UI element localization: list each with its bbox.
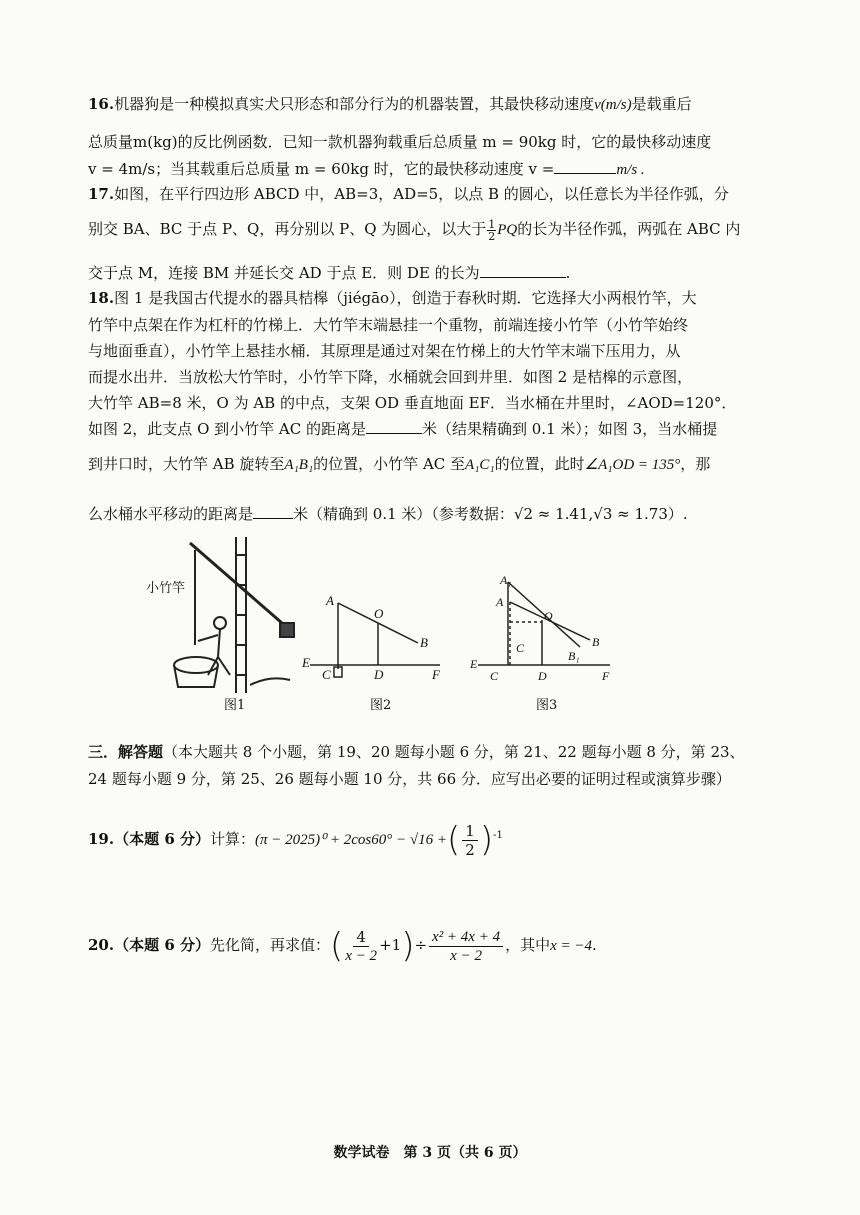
q18-line8 (88, 503, 688, 524)
q20-plus: +1 (379, 936, 402, 954)
q16-text1-end: 是载重后 (631, 95, 692, 113)
q18-text8: 么水桶水平移动的距离是 (88, 505, 254, 523)
q18-line2 (88, 314, 688, 335)
q16-line3 (88, 158, 645, 179)
fig3-label-a: A (496, 595, 504, 609)
fig3-label-f: F (602, 669, 610, 683)
q20-prefix: 先化简，再求值： (210, 936, 331, 954)
q16-text3: v = 4m/s；当其载重后总质量 m = 60kg 时，它的最快移动速度 v = (88, 160, 555, 178)
q19-frac-num: 1 (462, 822, 478, 841)
q18-text1: 图 1 是我国古代提水的器具桔槔（jiégāo），创造于春秋时期．它选择大小两根竹竿，大 (114, 289, 697, 307)
q20-f2-den: x − 2 (450, 947, 482, 964)
q18-line6 (88, 418, 717, 439)
q18-line3 (88, 340, 681, 361)
q18-answer-blank-2[interactable] (253, 504, 293, 519)
section3-desc2: 24 题每小题 9 分，第 25、26 题每小题 10 分，共 66 分．应写出必要的证明过程或演算步骤） (88, 770, 731, 788)
q20-fraction-1 (345, 928, 377, 965)
q18-text6-end: 米（结果精确到 0.1 米）；如图 3，当水桶提 (422, 420, 718, 438)
q19-prefix: 计算： (210, 830, 256, 848)
q17-frac-den: 2 (488, 229, 496, 243)
fig3-label-o: O (544, 609, 553, 623)
q18-text7c: 的位置，小竹竿 AC 至 (313, 455, 466, 473)
q17-line3 (88, 262, 570, 283)
fig2-label-d: D (374, 667, 384, 682)
q18-angle: ∠A₁OD = 135° (584, 457, 681, 473)
q18-answer-blank-1[interactable] (366, 419, 422, 434)
q19-line (88, 820, 503, 860)
q20-paren-left: ( (330, 926, 344, 966)
q17-text2: 别交 BA、BC 于点 P、Q，再分别以 P、Q 为圆心，以大于 (88, 220, 487, 238)
q16-v-unit: v(m/s) (594, 97, 632, 113)
q19-points: （本题 6 分） (114, 830, 210, 848)
fig3-label-b: B (592, 635, 600, 649)
q18-text8-end: 米（精确到 0.1 米）（参考数据：√2 ≈ 1.41,√3 ≈ 1.73）. (293, 505, 688, 523)
q20-divide: ÷ (414, 936, 428, 954)
fig2-label-f: F (432, 667, 440, 682)
page-footer: 数学试卷 第 3 页（共 6 页） (333, 1145, 527, 1161)
q18-text7e: 的位置，此时 (494, 455, 585, 473)
q17-fraction (487, 219, 496, 242)
section3-desc1: （本大题共 8 个小题，第 19、20 题每小题 6 分，第 21、22 题每小题 8 分，第 23、 (163, 743, 745, 761)
q20-points: （本题 6 分） (114, 936, 210, 954)
q17-answer-blank[interactable] (480, 263, 566, 278)
q18-text3: 与地面垂直），小竹竿上悬挂水桶．其原理是通过对架在竹梯上的大竹竿末端下压用力，从 (88, 342, 681, 360)
q19-frac-den: 2 (465, 840, 475, 859)
q20-fraction-2 (429, 928, 503, 965)
q16-number: 16. (88, 95, 115, 113)
q17-line2 (88, 218, 740, 242)
section3-title: 三．解答题 (88, 743, 164, 761)
fig3-label-a1: A₁ (500, 573, 512, 587)
q18-a1c1: A₁C₁ (465, 457, 495, 473)
q18-text6: 如图 2，此支点 O 到小竹竿 AC 的距离是 (88, 420, 366, 438)
fig2-label-e: E (302, 655, 310, 670)
fig3-label-c-ground: C (490, 669, 499, 683)
q17-line1 (88, 183, 729, 204)
fig3-label-e: E (470, 657, 478, 671)
q17-text3-end: . (565, 264, 571, 282)
figure-2-diagram (300, 585, 450, 685)
q20-f1-num: 4 (353, 928, 369, 947)
q20-f2-num: x² + 4x + 4 (429, 928, 503, 947)
q17-frac-num: 1 (488, 217, 496, 231)
q18-a1b1: A₁B₁ (284, 457, 314, 473)
q19-fraction (462, 822, 478, 859)
fig3-label-b1: B₁ (568, 649, 580, 663)
figure-1-well-sweep (140, 535, 300, 695)
q17-text2-end: 的长为半径作弧，两弧在 ABC 内 (517, 220, 741, 238)
q20-number: 20. (88, 936, 115, 954)
fig3-label-d: D (538, 669, 547, 683)
q16-line1 (88, 93, 692, 114)
q20-paren-right: ) (401, 926, 415, 966)
q18-line7 (88, 453, 710, 474)
fig3-caption: 图3 (536, 698, 558, 713)
q20-line (88, 926, 597, 966)
q17-number: 17. (88, 185, 115, 203)
q18-line5 (88, 392, 736, 413)
section3-line2 (88, 768, 731, 789)
q19-paren-left: ( (447, 820, 461, 860)
fig1-caption: 图1 (224, 698, 246, 713)
q19-expression: (π − 2025)⁰ + 2cos60° − √16 + (255, 832, 447, 848)
q18-text5: 大竹竿 AB=8 米，O 为 AB 的中点，支架 OD 垂直地面 EF．当水桶在井里时，∠AOD=120°． (88, 394, 737, 412)
q18-line1 (88, 287, 697, 308)
q16-answer-blank[interactable] (554, 159, 616, 174)
q16-line2 (88, 131, 711, 152)
figure-3-diagram (470, 572, 620, 687)
fig2-label-b: B (420, 635, 428, 650)
fig3-label-c: C (516, 641, 525, 655)
q20-f1-den: x − 2 (345, 947, 378, 964)
q16-text2: 总质量m(kg)的反比例函数．已知一款机器狗载重后总质量 m = 90kg 时，它的最快移动速度 (88, 133, 712, 151)
q20-end: . (592, 936, 597, 954)
q20-condition: x = −4 (550, 938, 593, 954)
q18-text4: 而提水出井．当放松大竹竿时，小竹竿下降，水桶就会回到井里．如图 2 是桔槔的示意图， (88, 368, 693, 386)
q20-suffix: ，其中 (505, 936, 551, 954)
q19-exponent: -1 (493, 830, 503, 841)
fig2-label-c: C (322, 667, 331, 682)
q19-paren-right: ) (479, 820, 494, 860)
q19-number: 19. (88, 830, 115, 848)
q16-text1: 机器狗是一种模拟真实犬只形态和部分行为的机器装置，其最快移动速度 (114, 95, 595, 113)
fig2-label-o: O (374, 606, 384, 621)
q18-text2: 竹竿中点架在作为杠杆的竹梯上．大竹竿末端悬挂一个重物，前端连接小竹竿（小竹竿始终 (88, 316, 689, 334)
q18-text7g: ，那 (680, 455, 711, 473)
fig2-caption: 图2 (370, 698, 392, 713)
q17-text3: 交于点 M，连接 BM 并延长交 AD 于点 E．则 DE 的长为 (88, 264, 480, 282)
q17-pq: PQ (497, 222, 518, 238)
q17-text1: 如图，在平行四边形 ABCD 中，AB=3，AD=5，以点 B 的圆心，以任意长为半径作弧，分 (114, 185, 729, 203)
fig1-pole-label: 小竹竿 (146, 581, 186, 596)
q18-line4 (88, 366, 692, 387)
section3-line1 (88, 741, 745, 762)
fig2-label-a: A (326, 593, 334, 608)
q18-number: 18. (88, 289, 115, 307)
q18-text7a: 到井口时，大竹竿 AB 旋转至 (88, 455, 285, 473)
q16-text3-end: m/s . (616, 162, 645, 178)
